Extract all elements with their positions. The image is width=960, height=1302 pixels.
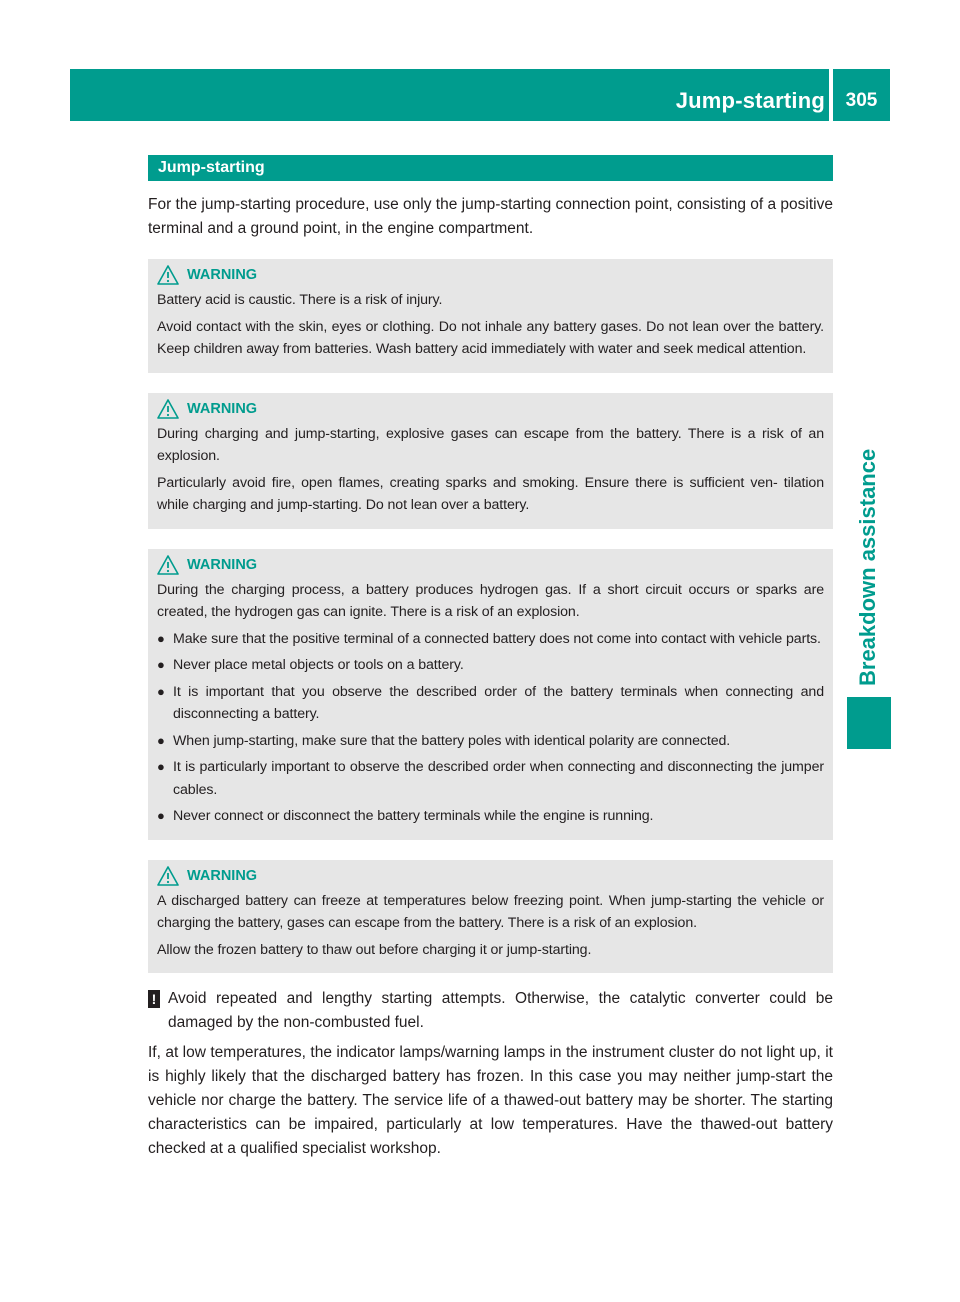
warning-label: WARNING: [187, 400, 258, 417]
warning-text: Allow the frozen battery to thaw out before charging it or jump-starting.: [157, 941, 592, 958]
running-header-title: Jump-starting: [675, 88, 825, 113]
warning-box: [148, 259, 833, 373]
warning-triangle-icon: [157, 555, 179, 575]
warning-triangle-icon: [157, 265, 179, 285]
list-item: [157, 681, 824, 726]
bullet-icon: ●: [157, 630, 165, 646]
warning-box: [148, 393, 833, 529]
list-item: [157, 654, 824, 677]
exclamation-icon: !: [148, 990, 160, 1008]
section-title: Jump-starting: [148, 155, 833, 181]
warning-triangle-icon: [157, 866, 179, 886]
list-item-text: It is particularly important to observe the described order when connecting and disconnecting the jumper cables.: [173, 759, 824, 798]
caution-note: [148, 987, 833, 1035]
list-item-text: Never place metal objects or tools on a battery.: [173, 657, 464, 673]
warning-text: Particularly avoid fire, open flames, creating sparks and smoking. Ensure there is sufficient ven- tilation while charging and jump-starting. Do not lean over a battery.: [157, 474, 824, 513]
warning-triangle-icon: [157, 399, 179, 419]
warning-label: WARNING: [187, 267, 258, 283]
bullet-icon: ●: [157, 732, 165, 748]
warning-box: [148, 549, 833, 840]
warning-text: During the charging process, a battery produces hydrogen gas. If a short circuit occurs or sparks are created, the hydrogen gas can ignite. There is a risk of an explosion.: [157, 581, 824, 620]
list-item-text: It is important that you observe the described order of the battery terminals when connecting and disconnecting a battery.: [173, 683, 824, 722]
side-tab-block: [847, 697, 891, 749]
warning-text: A discharged battery can freeze at temperatures below freezing point. When jump-starting the vehicle or charging the battery, gases can escape from the battery. There is a risk of an explosion.: [157, 892, 824, 931]
warning-box: [148, 860, 833, 974]
list-item-text: Never connect or disconnect the battery terminals while the engine is running.: [173, 808, 654, 824]
warning-text: During charging and jump-starting, explosive gases can escape from the battery. There is a risk of an explosion.: [157, 425, 824, 464]
note-text: Avoid repeated and lengthy starting attempts. Otherwise, the catalytic converter could be damaged by the non-combusted fuel.: [168, 990, 833, 1031]
page-content: [148, 155, 833, 1167]
list-item: [157, 756, 824, 801]
list-item-text: When jump-starting, make sure that the battery poles with identical polarity are connected.: [173, 732, 731, 749]
warning-label: WARNING: [187, 867, 258, 884]
side-tab-label: Breakdown assistance: [855, 448, 880, 686]
list-item: [157, 805, 824, 828]
warning-text: Avoid contact with the skin, eyes or clothing. Do not inhale any battery gases. Do not lean over the battery. Keep children away from batteries. Wash battery acid immediately with water and seek medical attention.: [157, 318, 824, 357]
bullet-icon: ●: [157, 759, 165, 774]
bullet-icon: ●: [157, 808, 165, 823]
list-item-text: Make sure that the positive terminal of a connected battery does not come into contact with vehicle parts.: [173, 630, 821, 647]
warning-label: WARNING: [187, 556, 258, 573]
page-number: 305: [845, 90, 878, 111]
warning-bullet-list: [157, 628, 824, 828]
intro-paragraph: For the jump-starting procedure, use only the jump-starting connection point, consisting of a positive terminal and a ground point, in the engine compartment.: [148, 196, 833, 237]
closing-paragraph: If, at low temperatures, the indicator lamps/warning lamps in the instrument cluster do not light up, it is highly likely that the discharged battery has frozen. In this case you may neither jump-start the vehicle nor charge the battery. The service life of a thawed-out battery may be shorter. The starting characteristics can be impaired, particularly at low temperatures. Have the thawed-out battery checked at a qualified specialist workshop.: [148, 1044, 833, 1157]
bullet-icon: ●: [157, 683, 165, 699]
list-item: [157, 730, 824, 753]
list-item: [157, 628, 824, 651]
warning-text: Battery acid is caustic. There is a risk of injury.: [157, 292, 443, 308]
bullet-icon: ●: [157, 657, 165, 672]
